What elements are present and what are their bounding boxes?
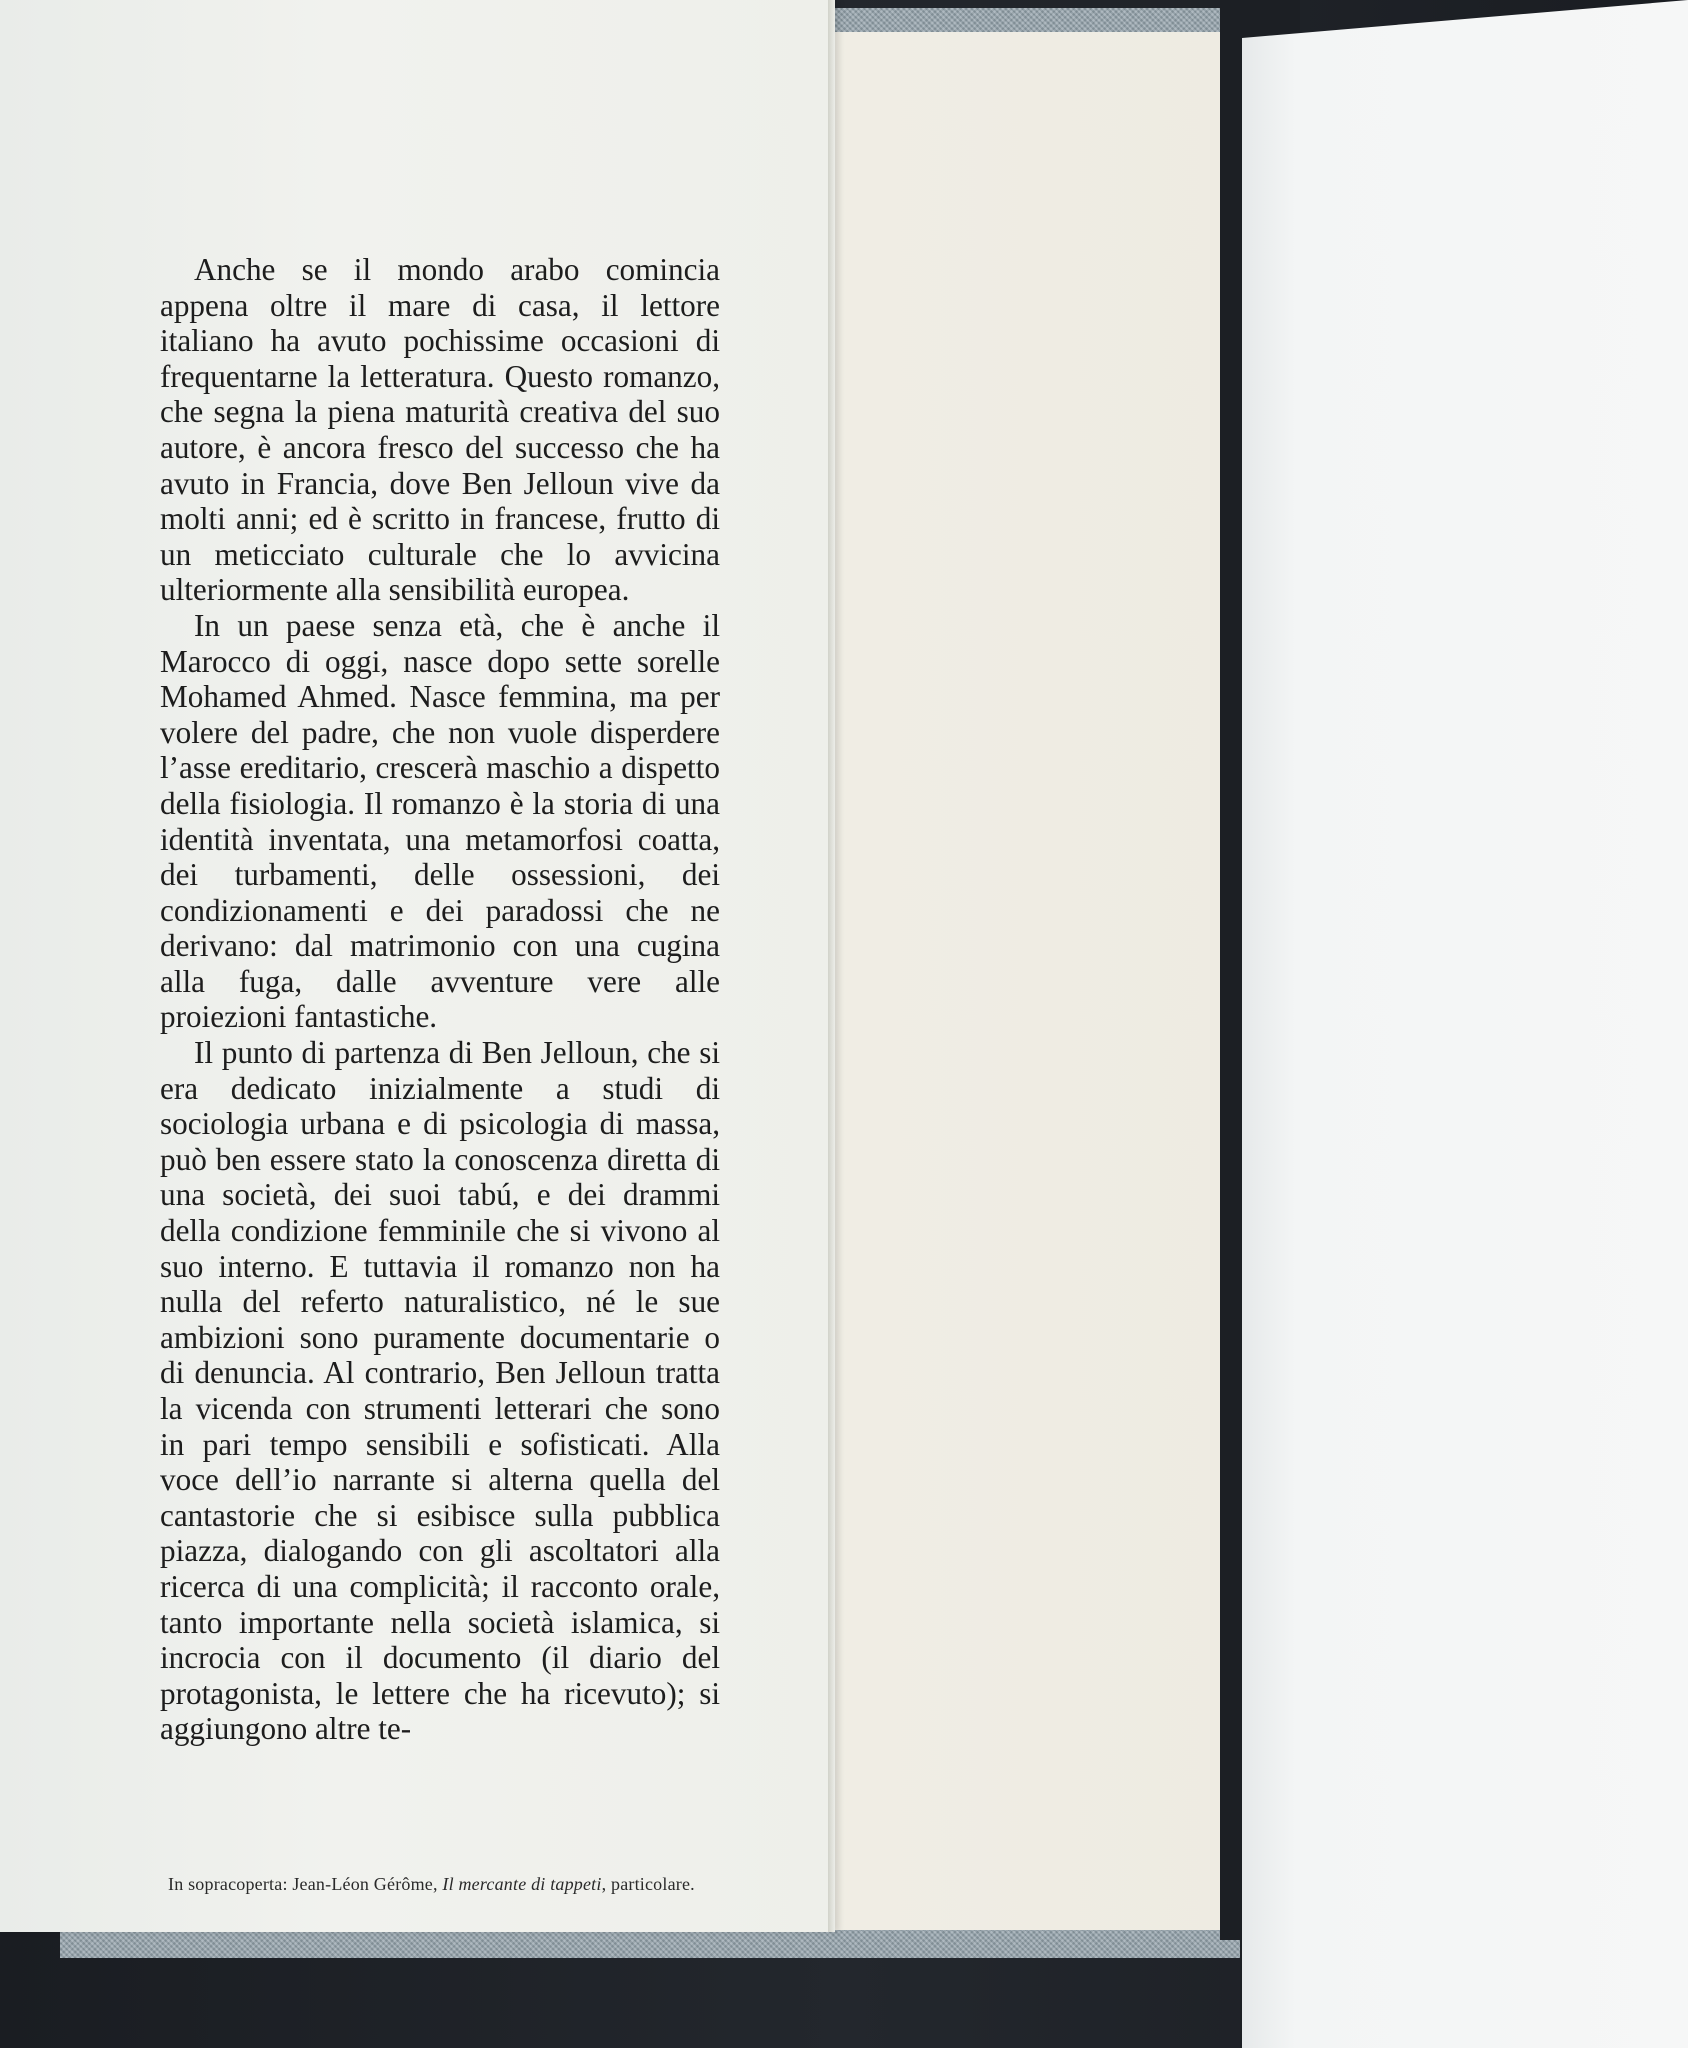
blurb-paragraph: Anche se il mondo arabo comincia appena oltre il mare di casa, il lettore italiano ha avuto pochissime occasioni di frequentarne la letteratura. Questo romanzo, che segna la piena maturità creativa del suo autore, è ancora fresco del successo che ha avuto in Francia, dove Ben Jelloun vive da molti anni; ed è scritto in francese, frutto di un meticciato culturale che lo avvicina ulteriormente alla sensibilità europea.: [160, 252, 720, 608]
caption-suffix: , particolare.: [601, 1874, 695, 1894]
blurb-paragraph: Il punto di partenza di Ben Jelloun, che si era dedicato inizialmente a studi di sociologia urbana e di psicologia di massa, può ben essere stato la conoscenza diretta di una società, dei suoi tabú, e dei drammi della condizione femminile che si vivono al suo interno. E tuttavia il romanzo non ha nulla del referto naturalistico, né le sue ambizioni sono puramente documentarie o di denuncia. Al contrario, Ben Jelloun tratta la vicenda con strumenti letterari che sono in pari tempo sensibili e sofisticati. Alla voce dell’io narrante si alterna quella del cantastorie che si esibisce sulla pubblica piazza, dialogando con gli ascoltatori alla ricerca di una complicità; il racconto orale, tanto importante nella società islamica, si incrocia con il documento (il diario del protagonista, le lettere che ha ricevuto); si aggiungono altre te-: [160, 1035, 720, 1747]
caption-prefix: In sopracoperta: Jean-Léon Gérôme,: [168, 1874, 443, 1894]
facing-page: [1242, 0, 1688, 2048]
blurb-paragraph: In un paese senza età, che è anche il Marocco di oggi, nasce dopo sette sorelle Mohamed Ahmed. Nasce femmina, ma per volere del padre, che non vuole disperdere l’asse ereditario, crescerà maschio a dispetto della fisiologia. Il romanzo è la storia di una identità inventata, una metamorfosi coatta, dei turbamenti, delle ossessioni, dei condizionamenti e dei paradossi che ne derivano: dal matrimonio con una cugina alla fuga, dalle avventure vere alle proiezioni fantastiche.: [160, 607, 720, 1035]
jacket-flap: [0, 0, 835, 1932]
cover-credit-caption: [168, 1872, 720, 1896]
jacket-flap-edge: [828, 0, 835, 1932]
flap-blurb-text: [160, 252, 720, 1747]
caption-artwork-title: Il mercante di tappeti: [442, 1874, 602, 1894]
